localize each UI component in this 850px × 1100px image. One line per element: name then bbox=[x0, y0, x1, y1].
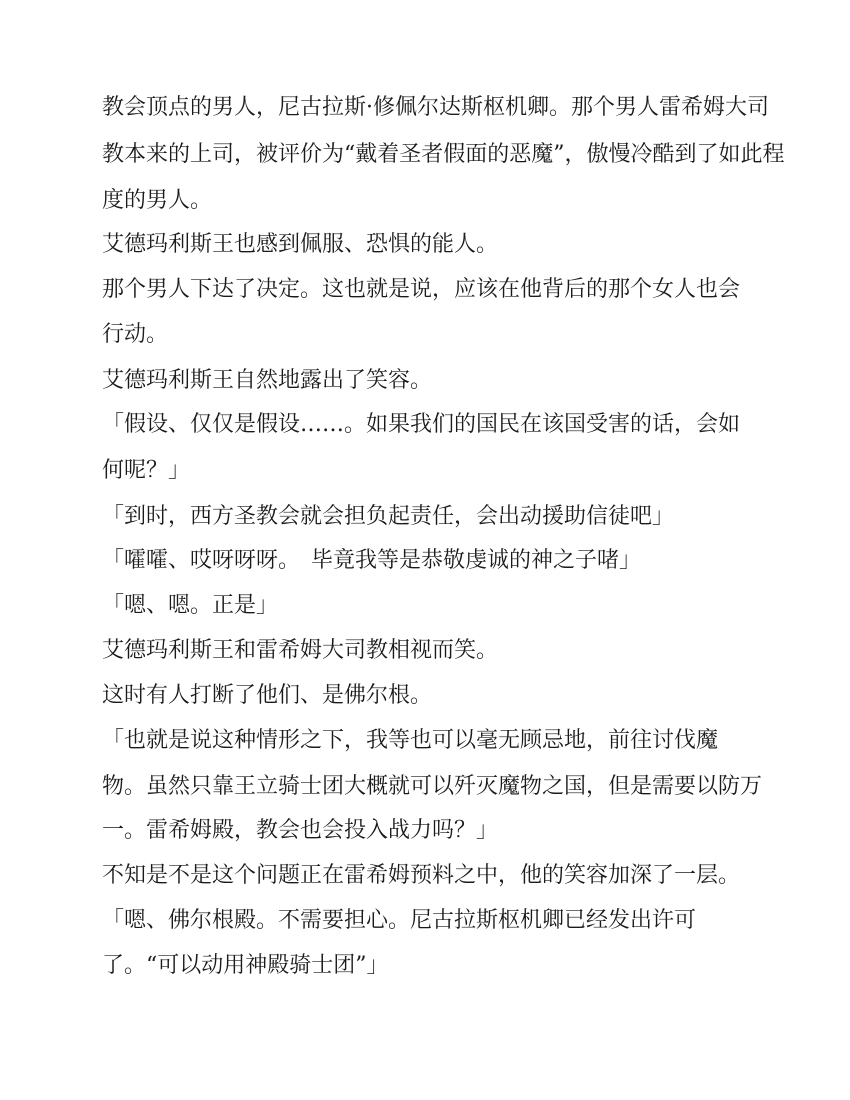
text-line-3: 度的男人。 bbox=[102, 188, 213, 213]
text-line-8: 「假设、仅仅是假设……。如果我们的国民在该国受害的话，会如 bbox=[102, 412, 741, 437]
text-line-19: 「嗯、佛尔根殿。不需要担心。尼古拉斯枢机卿已经发出许可 bbox=[102, 908, 697, 933]
text-line-18: 不知是不是这个问题正在雷希姆预料之中，他的笑容加深了一层。 bbox=[102, 863, 741, 888]
text-line-1: 教会顶点的男人，尼古拉斯·修佩尔达斯枢机卿。那个男人雷希姆大司 bbox=[102, 95, 769, 120]
text-line-15: 「也就是说这种情形之下，我等也可以毫无顾忌地，前往讨伐魔 bbox=[102, 728, 719, 753]
text-line-10: 「到时，西方圣教会就会担负起责任，会出动援助信徒吧」 bbox=[102, 504, 675, 529]
text-line-11: 「嚯嚯、哎呀呀呀。 毕竟我等是恭敬虔诚的神之子啫」 bbox=[102, 548, 642, 573]
text-line-16: 物。虽然只靠王立骑士团大概就可以歼灭魔物之国，但是需要以防万 bbox=[102, 774, 763, 799]
text-line-14: 这时有人打断了他们、是佛尔根。 bbox=[102, 683, 433, 708]
text-line-5: 那个男人下达了决定。这也就是说，应该在他背后的那个女人也会 bbox=[102, 277, 741, 302]
text-line-6: 行动。 bbox=[102, 322, 169, 347]
text-line-13: 艾德玛利斯王和雷希姆大司教相视而笑。 bbox=[102, 638, 499, 663]
text-line-17: 一。雷希姆殿，教会也会投入战力吗？」 bbox=[102, 818, 499, 843]
text-line-4: 艾德玛利斯王也感到佩服、恐惧的能人。 bbox=[102, 232, 499, 257]
text-line-12: 「嗯、嗯。正是」 bbox=[102, 593, 279, 618]
text-line-20: 了。“可以动用神殿骑士团”」 bbox=[102, 953, 389, 978]
text-line-9: 何呢？」 bbox=[102, 458, 191, 483]
text-line-7: 艾德玛利斯王自然地露出了笑容。 bbox=[102, 368, 433, 393]
text-line-2: 教本来的上司，被评价为“戴着圣者假面的恶魔”，傲慢冷酷到了如此程 bbox=[102, 142, 785, 167]
